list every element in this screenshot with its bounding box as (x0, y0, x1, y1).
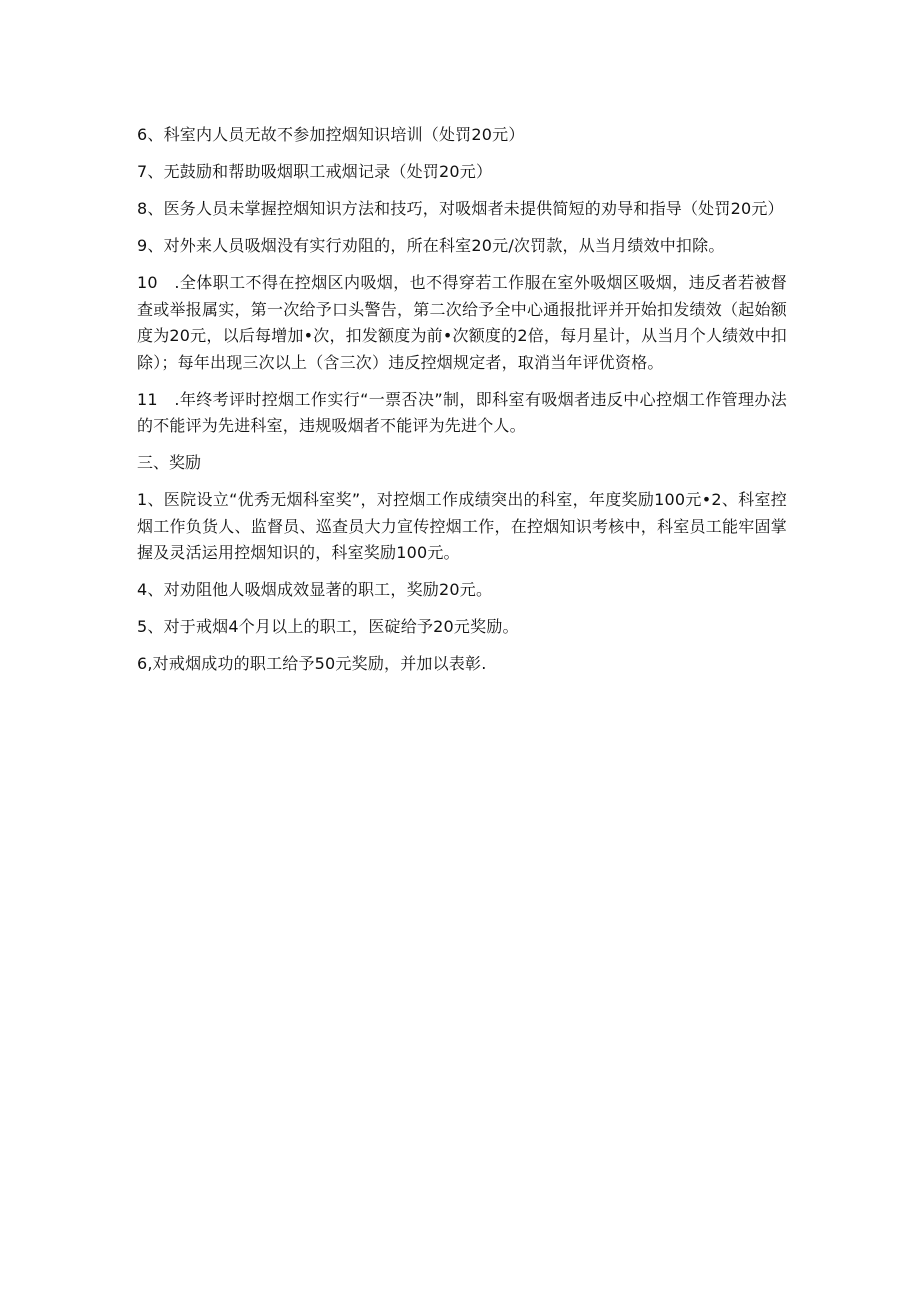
reward-item-6: 6,对戒烟成功的职工给予50元奖励，并加以表彰. (137, 654, 487, 673)
rule-item-10: 10 .全体职工不得在控烟区内吸烟，也不得穿若工作服在室外吸烟区吸烟，违反者若被督查或举报属实，第一次给予口头警告，第二次给予全中心通报批评并开始扣发绩效（起始额度为20元，以后每增加•次，扣发额度为前•次额度的2倍，每月星计，从当月个人绩效中扣除）；每年出现三次以上（含三次）违反控烟规定者，取消当年评优资格。 (137, 273, 787, 372)
reward-item-4: 4、对劝阻他人吸烟成效显著的职工，奖励20元。 (137, 580, 493, 599)
section-heading-rewards: 三、奖励 (137, 453, 202, 472)
rule-item-6: 6、科室内人员无故不参加控烟知识培训（处罚20元） (137, 125, 525, 144)
rule-item-8: 8、医务人员未掌握控烟知识方法和技巧，对吸烟者未提供简短的劝导和指导（处罚20元） (137, 199, 784, 218)
reward-item-5: 5、对于戒烟4个月以上的职工，医碇给予20元奖励。 (137, 617, 519, 636)
reward-item-1-2: 1、医院设立“优秀无烟科室奖”，对控烟工作成绩突出的科室，年度奖励100元•2、科室控烟工作负货人、监督员、巡查员大力宣传控烟工作，在控烟知识考核中，科室员工能牢固掌握及灵活运用控烟知识的，科室奖励100元。 (137, 490, 787, 562)
rule-item-7: 7、无鼓励和帮助吸烟职工戒烟记录（处罚20元） (137, 162, 493, 181)
document-body (137, 122, 787, 688)
rule-item-11: 11 .年终考评时控烟工作实行“一票否决”制，即科室有吸烟者违反中心控烟工作管理办法的不能评为先进科室，违规吸烟者不能评为先进个人。 (137, 389, 787, 435)
rule-item-9: 9、对外来人员吸烟没有实行劝阻的，所在科室20元/次罚款，从当月绩效中扣除。 (137, 236, 725, 255)
